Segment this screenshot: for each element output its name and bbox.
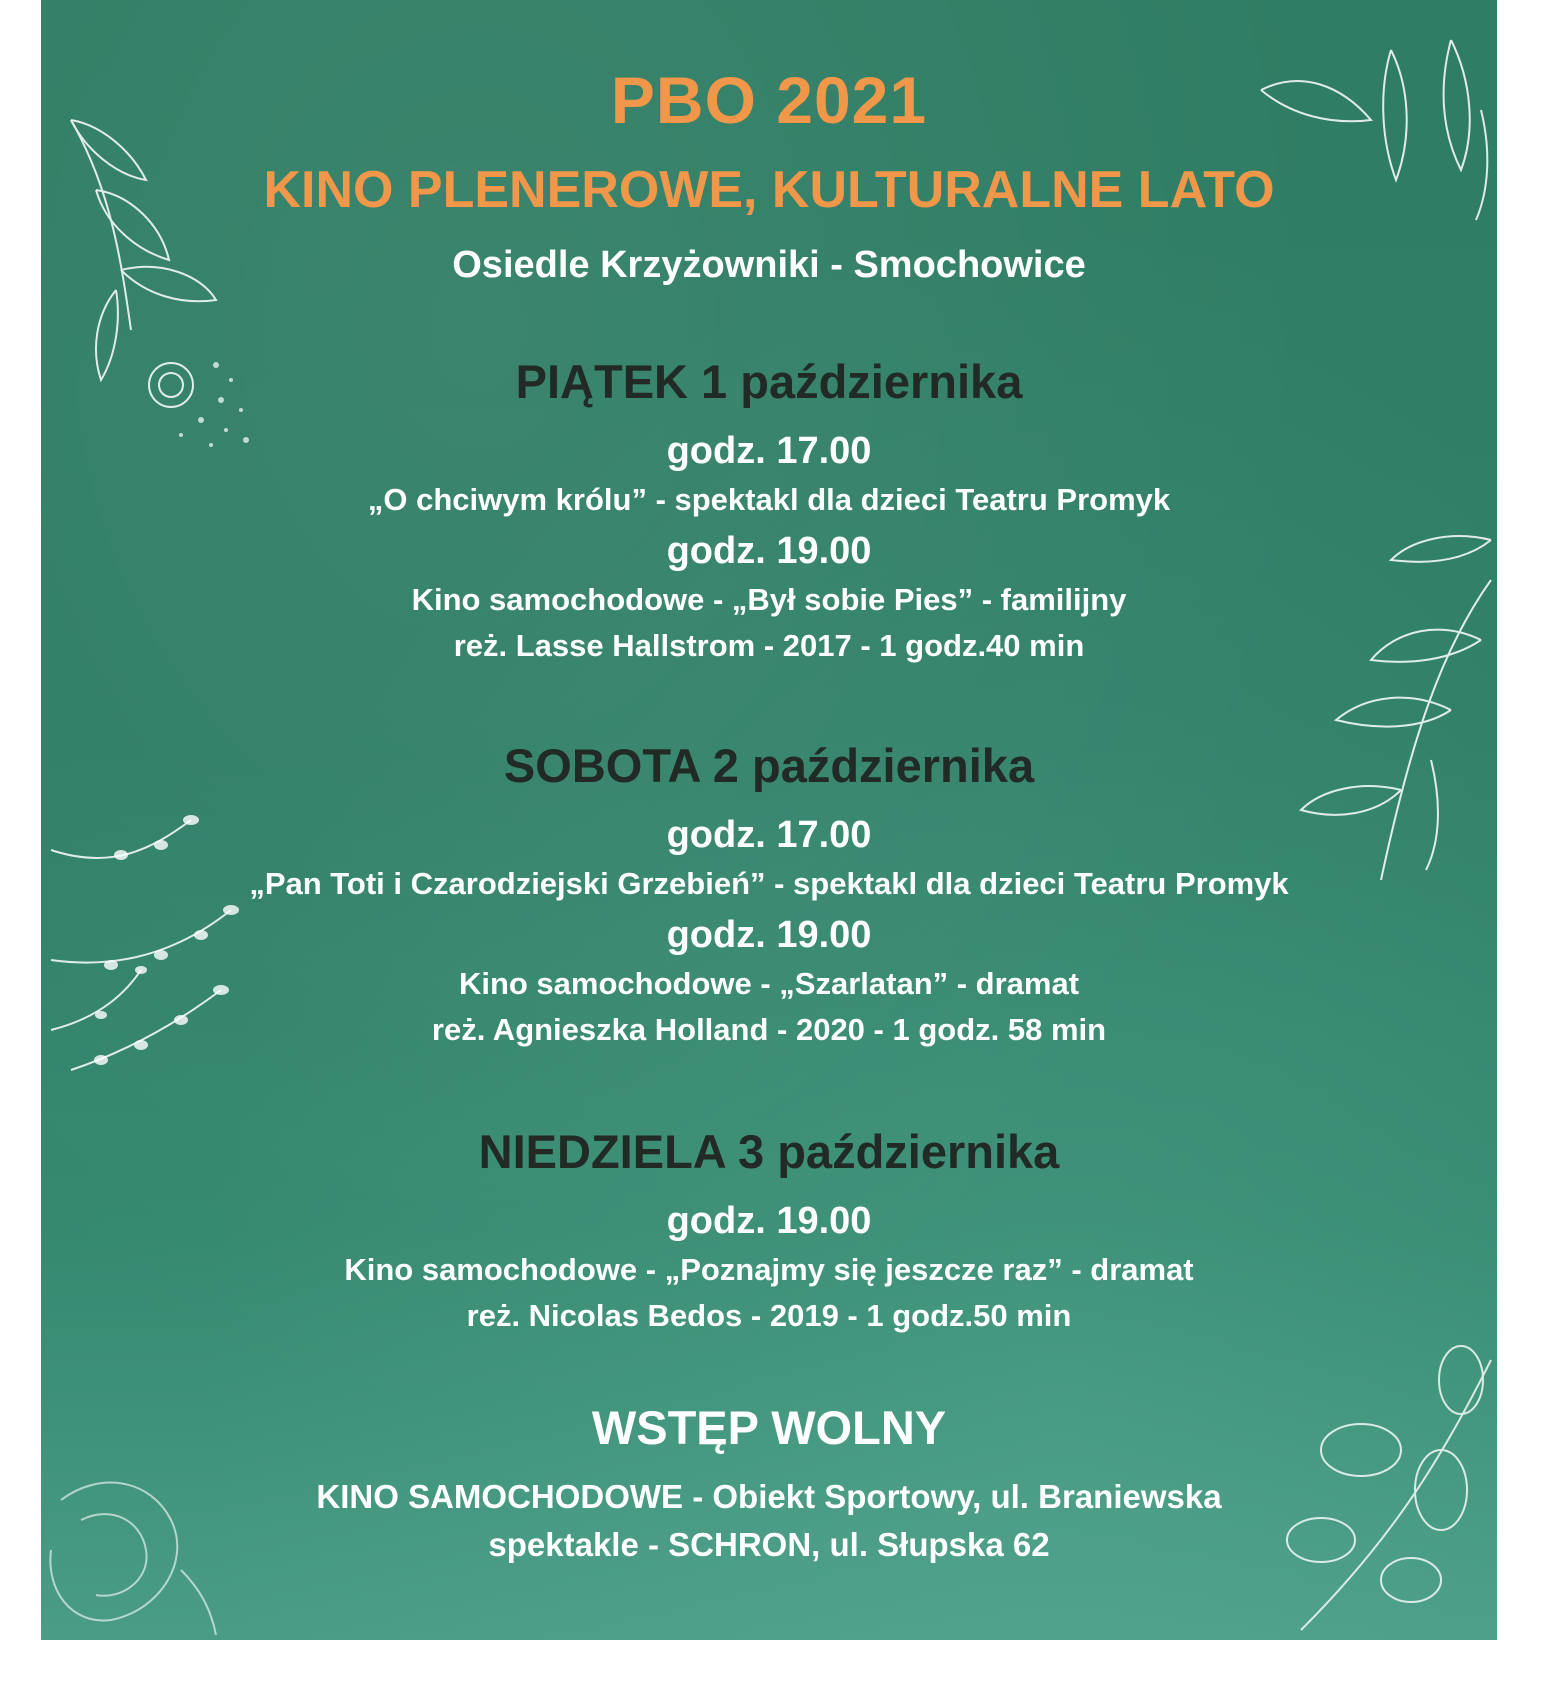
- day-heading-sunday: NIEDZIELA 3 października: [478, 1125, 1060, 1178]
- event-time: godz. 19.00: [666, 530, 872, 572]
- location-name: Osiedle Krzyżowniki - Smochowice: [452, 244, 1086, 286]
- event-details: reż. Agnieszka Holland - 2020 - 1 godz. 58 min: [431, 1012, 1107, 1047]
- event-poster: [41, 0, 1497, 1640]
- event-time: godz. 19.00: [666, 914, 872, 956]
- event-description: Kino samochodowe - „Był sobie Pies” - familijny: [411, 582, 1127, 617]
- free-entry-notice: WSTĘP WOLNY: [591, 1401, 947, 1454]
- event-description: „O chciwym królu” - spektakl dla dzieci Teatru Promyk: [367, 482, 1171, 517]
- event-time: godz. 19.00: [666, 1200, 872, 1242]
- event-details: reż. Nicolas Bedos - 2019 - 1 godz.50 min: [466, 1298, 1072, 1333]
- event-description: Kino samochodowe - „Szarlatan” - dramat: [458, 966, 1080, 1001]
- venue-shows: spektakle - SCHRON, ul. Słupska 62: [488, 1526, 1050, 1563]
- venue-cinema: KINO SAMOCHODOWE - Obiekt Sportowy, ul. Braniewska: [316, 1478, 1222, 1515]
- day-heading-saturday: SOBOTA 2 października: [503, 739, 1035, 792]
- event-time: godz. 17.00: [666, 814, 872, 856]
- day-heading-friday: PIĄTEK 1 października: [515, 355, 1023, 408]
- poster-subtitle: KINO PLENEROWE, KULTURALNE LATO: [263, 161, 1275, 219]
- event-description: Kino samochodowe - „Poznajmy się jeszcze raz” - dramat: [344, 1252, 1194, 1287]
- poster-title: PBO 2021: [610, 63, 928, 137]
- event-details: reż. Lasse Hallstrom - 2017 - 1 godz.40 min: [453, 628, 1085, 663]
- event-description: „Pan Toti i Czarodziejski Grzebień” - spektakl dla dzieci Teatru Promyk: [249, 866, 1289, 901]
- event-time: godz. 17.00: [666, 430, 872, 472]
